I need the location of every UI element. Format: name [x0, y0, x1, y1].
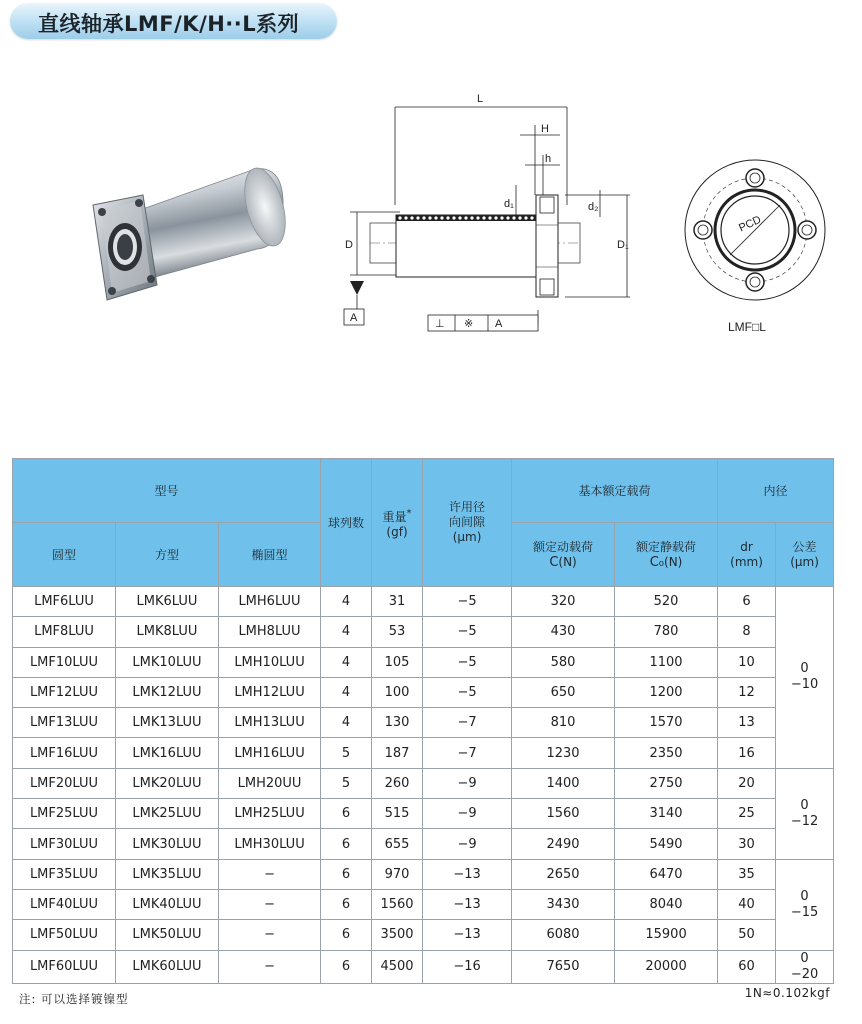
cell-square: LMK25LUU: [116, 799, 219, 829]
header-round: 圆型: [13, 523, 116, 587]
cell-static-load: 2350: [615, 738, 718, 768]
cell-weight: 187: [372, 738, 423, 768]
cell-dynamic-load: 2650: [512, 859, 615, 889]
cell-weight: 100: [372, 677, 423, 707]
label-h: h: [545, 153, 552, 165]
cell-dr: 50: [718, 920, 776, 950]
cell-oval: −: [219, 920, 321, 950]
cell-clearance: −13: [423, 889, 512, 919]
header-square: 方型: [116, 523, 219, 587]
header-static-load: [615, 523, 718, 587]
cell-dr: 8: [718, 617, 776, 647]
dimension-drawing-svg: [330, 85, 640, 335]
cell-square: LMK20LUU: [116, 768, 219, 798]
cell-tolerance-group: [776, 950, 834, 983]
label-H: H: [541, 123, 549, 135]
cell-round: LMF8LUU: [13, 617, 116, 647]
bearing-photo: [85, 165, 290, 315]
cell-clearance: −13: [423, 859, 512, 889]
cell-balls: 6: [321, 799, 372, 829]
label-d2: d₂: [588, 201, 599, 213]
cell-oval: LMH10LUU: [219, 647, 321, 677]
cell-balls: 5: [321, 738, 372, 768]
cell-dr: 60: [718, 950, 776, 983]
cell-oval: LMH13LUU: [219, 708, 321, 738]
tolerance-upper: 0: [800, 888, 809, 904]
cell-weight: 31: [372, 587, 423, 617]
cell-static-load: 20000: [615, 950, 718, 983]
flange-front-view: [680, 155, 830, 305]
header-dr-unit: (mm): [730, 554, 763, 569]
cell-weight: 515: [372, 799, 423, 829]
dimension-drawing: [330, 85, 640, 335]
table-row: [13, 617, 834, 647]
header-clearance-unit: (µm): [452, 530, 482, 544]
cell-dynamic-load: 1400: [512, 768, 615, 798]
header-tolerance-label: 公差: [792, 539, 817, 554]
label-pcd: PCD: [737, 213, 764, 235]
cell-static-load: 6470: [615, 859, 718, 889]
cell-dynamic-load: 810: [512, 708, 615, 738]
label-D: D: [345, 239, 353, 251]
cell-dr: 30: [718, 829, 776, 859]
header-model: 型号: [13, 459, 321, 523]
header-load: 基本额定载荷: [512, 459, 718, 523]
cell-dynamic-load: 650: [512, 677, 615, 707]
cell-clearance: −7: [423, 738, 512, 768]
cell-clearance: −13: [423, 920, 512, 950]
cell-weight: 130: [372, 708, 423, 738]
cell-static-load: 520: [615, 587, 718, 617]
cell-round: LMF25LUU: [13, 799, 116, 829]
cell-dynamic-load: 7650: [512, 950, 615, 983]
cell-round: LMF50LUU: [13, 920, 116, 950]
cell-static-load: 1570: [615, 708, 718, 738]
header-static-load-symbol: C₀: [649, 554, 665, 570]
cell-round: LMF20LUU: [13, 768, 116, 798]
label-datum-A: A: [350, 312, 358, 324]
header-clearance-line1: 许用径: [449, 500, 486, 514]
cell-square: LMK8LUU: [116, 617, 219, 647]
cell-oval: LMH12LUU: [219, 677, 321, 707]
cell-dr: 6: [718, 587, 776, 617]
cell-oval: LMH8LUU: [219, 617, 321, 647]
cell-square: LMK13LUU: [116, 708, 219, 738]
cell-balls: 4: [321, 587, 372, 617]
header-balls: 球列数: [321, 459, 372, 587]
tolerance-upper: 0: [800, 950, 809, 966]
header-dynamic-load-label: 额定动载荷: [533, 539, 594, 554]
cell-clearance: −5: [423, 617, 512, 647]
cell-oval: LMH16LUU: [219, 738, 321, 768]
cell-oval: −: [219, 859, 321, 889]
spec-table: [12, 458, 834, 984]
cell-static-load: 2750: [615, 768, 718, 798]
header-dr: [718, 523, 776, 587]
header-weight-mark: *: [406, 507, 412, 519]
cell-balls: 4: [321, 708, 372, 738]
cell-clearance: −16: [423, 950, 512, 983]
unit-conversion-note: 1N≈0.102kgf: [744, 986, 830, 1000]
cell-dr: 16: [718, 738, 776, 768]
header-dynamic-load-unit: (N): [558, 554, 577, 569]
table-row: [13, 708, 834, 738]
cell-balls: 6: [321, 889, 372, 919]
cell-static-load: 1100: [615, 647, 718, 677]
cell-dr: 20: [718, 768, 776, 798]
cell-clearance: −9: [423, 768, 512, 798]
table-row: [13, 647, 834, 677]
cell-weight: 260: [372, 768, 423, 798]
cell-clearance: −5: [423, 587, 512, 617]
cell-weight: 655: [372, 829, 423, 859]
header-clearance-line2: 向间隙: [449, 515, 486, 529]
cell-oval: −: [219, 889, 321, 919]
bearing-photo-illustration: [85, 165, 290, 315]
cell-dr: 12: [718, 677, 776, 707]
header-static-load-label: 额定静载荷: [636, 539, 697, 554]
cell-dr: 35: [718, 859, 776, 889]
flange-caption: LMF□L: [728, 320, 766, 334]
cell-balls: 6: [321, 950, 372, 983]
flange-front-view-svg: [680, 155, 830, 305]
tolerance-datum-A: A: [495, 318, 503, 330]
cell-weight: 970: [372, 859, 423, 889]
cell-square: LMK10LUU: [116, 647, 219, 677]
cell-balls: 4: [321, 677, 372, 707]
cell-round: LMF35LUU: [13, 859, 116, 889]
header-tolerance: [776, 523, 834, 587]
cell-dynamic-load: 3430: [512, 889, 615, 919]
tolerance-upper: 0: [800, 797, 809, 813]
cell-clearance: −9: [423, 829, 512, 859]
table-row: [13, 738, 834, 768]
cell-round: LMF30LUU: [13, 829, 116, 859]
cell-dynamic-load: 320: [512, 587, 615, 617]
tolerance-symbol-perpendicular: ⊥: [435, 318, 445, 330]
cell-dr: 10: [718, 647, 776, 677]
cell-balls: 6: [321, 829, 372, 859]
cell-round: LMF12LUU: [13, 677, 116, 707]
cell-square: LMK35LUU: [116, 859, 219, 889]
cell-static-load: 780: [615, 617, 718, 647]
table-row: [13, 829, 834, 859]
label-d1: d₁: [504, 198, 514, 210]
cell-round: LMF16LUU: [13, 738, 116, 768]
title-banner: [10, 3, 337, 39]
cell-balls: 4: [321, 647, 372, 677]
label-D1: D₁: [617, 239, 629, 251]
tolerance-lower: −10: [790, 677, 819, 693]
cell-dr: 13: [718, 708, 776, 738]
cell-dynamic-load: 1560: [512, 799, 615, 829]
cell-round: LMF40LUU: [13, 889, 116, 919]
header-oval: 椭圆型: [219, 523, 321, 587]
table-row: [13, 950, 834, 983]
table-row: [13, 677, 834, 707]
cell-clearance: −9: [423, 799, 512, 829]
table-row: [13, 768, 834, 798]
cell-oval: LMH6LUU: [219, 587, 321, 617]
cell-square: LMK40LUU: [116, 889, 219, 919]
cell-dynamic-load: 580: [512, 647, 615, 677]
page-title: 直线轴承LMF/K/H··L系列: [38, 12, 300, 36]
cell-weight: 1560: [372, 889, 423, 919]
cell-square: LMK16LUU: [116, 738, 219, 768]
cell-clearance: −5: [423, 647, 512, 677]
cell-round: LMF60LUU: [13, 950, 116, 983]
cell-weight: 53: [372, 617, 423, 647]
cell-round: LMF10LUU: [13, 647, 116, 677]
header-dr-label: dr: [740, 539, 753, 554]
cell-static-load: 15900: [615, 920, 718, 950]
header-inner: 内径: [718, 459, 834, 523]
cell-dr: 40: [718, 889, 776, 919]
tolerance-lower: −20: [790, 966, 819, 982]
cell-round: LMF6LUU: [13, 587, 116, 617]
cell-square: LMK12LUU: [116, 677, 219, 707]
header-dynamic-load: [512, 523, 615, 587]
tolerance-lower: −15: [790, 904, 819, 920]
label-L: L: [477, 93, 484, 105]
cell-square: LMK6LUU: [116, 587, 219, 617]
header-tolerance-unit: (µm): [790, 554, 819, 569]
cell-balls: 4: [321, 617, 372, 647]
cell-clearance: −7: [423, 708, 512, 738]
cell-balls: 6: [321, 859, 372, 889]
cell-dr: 25: [718, 799, 776, 829]
cell-tolerance-group: [776, 587, 834, 769]
cell-square: LMK60LUU: [116, 950, 219, 983]
cell-oval: −: [219, 950, 321, 983]
cell-dynamic-load: 430: [512, 617, 615, 647]
cell-round: LMF13LUU: [13, 708, 116, 738]
tolerance-lower: −12: [790, 813, 819, 829]
table-row: [13, 920, 834, 950]
table-row: [13, 889, 834, 919]
cell-static-load: 5490: [615, 829, 718, 859]
tolerance-upper: 0: [800, 661, 809, 677]
footnote: 注: 可以选择镀镍型: [19, 992, 129, 1006]
cell-balls: 5: [321, 768, 372, 798]
table-row: [13, 859, 834, 889]
cell-square: LMK50LUU: [116, 920, 219, 950]
cell-oval: LMH25LUU: [219, 799, 321, 829]
table-row: [13, 587, 834, 617]
cell-dynamic-load: 2490: [512, 829, 615, 859]
header-weight-label: 重量: [382, 509, 407, 524]
cell-static-load: 1200: [615, 677, 718, 707]
cell-tolerance-group: [776, 768, 834, 859]
cell-balls: 6: [321, 920, 372, 950]
cell-tolerance-group: [776, 859, 834, 950]
cell-oval: LMH30LUU: [219, 829, 321, 859]
header-dynamic-load-symbol: C: [549, 554, 559, 570]
cell-dynamic-load: 1230: [512, 738, 615, 768]
cell-static-load: 8040: [615, 889, 718, 919]
spec-table-body: [13, 587, 834, 984]
cell-weight: 3500: [372, 920, 423, 950]
cell-square: LMK30LUU: [116, 829, 219, 859]
cell-clearance: −5: [423, 677, 512, 707]
cell-dynamic-load: 6080: [512, 920, 615, 950]
cell-weight: 105: [372, 647, 423, 677]
table-row: [13, 799, 834, 829]
cell-static-load: 3140: [615, 799, 718, 829]
cell-weight: 4500: [372, 950, 423, 983]
header-static-load-unit: (N): [664, 554, 683, 569]
header-weight-unit: (gf): [386, 524, 408, 539]
tolerance-symbol-note: ※: [464, 318, 474, 330]
header-weight: [372, 459, 423, 587]
cell-oval: LMH20UU: [219, 768, 321, 798]
header-clearance: [423, 459, 512, 587]
